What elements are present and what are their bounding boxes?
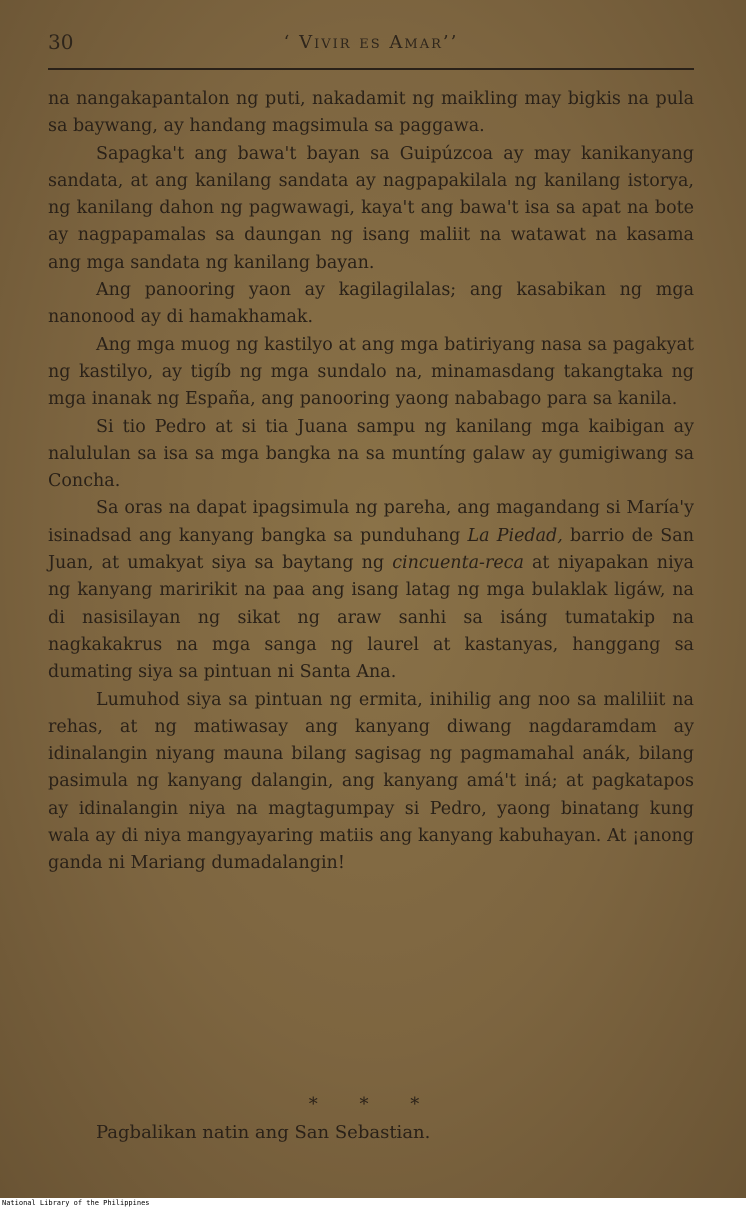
paragraph-3: Ang panooring yaon ay kagilagilalas; ang kasabikan ng mga nanonood ay di hamakhamak. (48, 280, 694, 328)
la-piedad-italic: La Piedad, (467, 525, 563, 546)
paragraph-5: Si tio Pedro at si tia Juana sampu ng kanilang mga kaibigan ay nalululan sa isa sa mga bangka na sa muntíng galaw ay gumigiwang sa Concha. (48, 416, 694, 492)
paragraph-6 (48, 495, 694, 686)
page-header (48, 28, 694, 64)
closing-line: Pagbalikan natin ang San Sebastian. (96, 1122, 431, 1143)
paragraph-4: Ang mga muog ng kastilyo at ang mga batiriyang nasa sa pagakyat ng kastilyo, ay tigíb ng mga sundalo na, minamasdang takangtaka ng mga inanak ng España, ang panooring yaong nababago para sa kanila. (48, 334, 694, 410)
cincuenta-reca-italic: cincuenta-reca (392, 553, 524, 574)
paragraph-1: na nangakapantalon ng puti, nakadamit ng maikling may bigkis na pula sa baywang, ay handang magsimula sa paggawa. (48, 89, 694, 137)
section-separator: * * * (308, 1094, 438, 1115)
paragraph-2: Sapagka't ang bawa't bayan sa Guipúzcoa ay may kanikanyang sandata, at ang kanilang sandata ay nagpapakilala ng kanilang istorya, ng kanilang dahon ng pagwawagi, kaya't ang bawa't isa sa apat na bote ay nagpapamalas sa daungan ng isang maliit na watawat na kasama ang mga sandata ng kanilang bayan. (48, 143, 694, 273)
paragraph-7: Lumuhod siya sa pintuan ng ermita, inihilig ang noo sa maliliit na rehas, at ng matiwasay ang kanyang diwang nagdaramdam ay idinalangin niyang mauna bilang sagisag ng pagmamahal anák, bilang pasimula ng kanyang dalangin, ang kanyang amá't iná; at pagkatapos ay idinalangin niya na magtagumpay si Pedro, yaong binatang kung wala ay di niya mangyayaring matiis ang kanyang kabuhayan. At ¡anong ganda ni Mariang dumadalangin! (48, 689, 694, 874)
paragraph-6-part-3: at niyapakan niya ng kanyang maririkit na paa ang isang latag ng mga bulaklak ligáw, na di nasisilayan ng sikat ng araw sanhi sa isáng tumatakip na nagkakakrus na mga sanga ng laurel at kastanyas, hanggang sa dumating siya sa pintuan ni Santa Ana. (48, 553, 694, 683)
running-title: ‘ Vivir es Amar’’ (283, 32, 459, 53)
paragraph-6-part-1: Sa oras na dapat ipagsimula ng pareha, ang magandang si María'y isinadsad ang kanyang bangka sa punduhang (48, 498, 694, 546)
library-credit: National Library of the Philippines (2, 1199, 150, 1207)
paragraph-6-part-2: barrio de San Juan, at umakyat siya sa baytang ng (48, 525, 694, 574)
page-number: 30 (48, 30, 74, 54)
body-text (48, 86, 694, 878)
header-rule (48, 68, 694, 70)
